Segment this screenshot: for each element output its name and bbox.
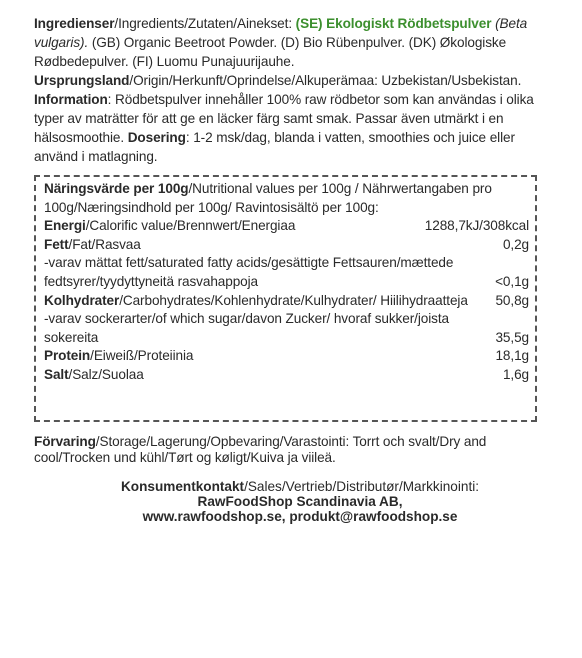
storage-text: /Storage/Lagerung/Opbevaring/Varastointi: Torrt och svalt/Dry and cool/Trocken und kühl/Tørt og køligt/Kuiva ja viileä. [34,434,487,465]
company-contact-links: www.rawfoodshop.se, produkt@rawfoodshop.se [142,509,458,524]
nutrition-row-fat [44,236,529,255]
nutrition-header-bold: Näringsvärde per 100g [44,181,189,196]
saturated-fat-value: <0,1g [495,273,529,289]
nutrition-row-salt [44,366,529,385]
ingredients-heading: Ingredienser [34,16,115,31]
storage-heading: Förvaring [34,434,96,449]
contact-block [40,479,560,524]
nutrition-row-energy [44,217,529,236]
ingredients-heading-translations: /Ingredients/Zutaten/Ainekset: [114,16,296,31]
latin-name: (Beta vulgaris). [34,16,528,50]
nutrition-header-translations: /Nutritional values per 100g / Nährwertangaben pro 100g/Næringsindhold per 100g/ Ravintosisältö per 100g: [44,181,492,215]
salt-value: 1,6g [502,366,529,382]
nutrition-table [34,175,537,422]
nutrition-header [44,180,529,217]
energy-value: 1288,7kJ/308kcal [424,218,529,234]
energy-label: Energi [44,218,86,234]
contact-heading-bold: Konsumentkontakt [120,479,245,494]
saturated-fat-label: -varav mättat fett/saturated fatty acids/gesättigte Fettsauren/mættede fedtsyrer/tyydyttyneitä rasvahappoja [44,255,454,289]
dosage-text: : 1-2 msk/dag, blanda i vatten, smoothies och juice eller använd i matlagning. [34,130,515,164]
carbohydrates-translations: /Carbohydrates/Kohlenhydrate/Kulhydrater/ Hiilihydraatteja [119,292,468,308]
ingredients-paragraph [34,14,550,166]
contact-heading-translations: /Sales/Vertrieb/Distributør/Markkinointi: [244,479,480,494]
dosage-heading: Dosering [127,130,186,145]
sugars-label: -varav sockerarter/of which sugar/davon Zucker/ hvoraf sukker/joista sokereita [44,311,449,345]
company-name: RawFoodShop Scandinavia AB, [197,494,403,509]
protein-label: Protein [44,348,91,364]
product-name-se: (SE) Ekologiskt Rödbetspulver [295,16,492,31]
information-heading: Information [34,92,108,107]
salt-label: Salt [44,366,69,382]
nutrition-row-protein [44,347,529,366]
nutrition-row-carbohydrates [44,292,529,311]
product-name-translations: (GB) Organic Beetroot Powder. (D) Bio Rübenpulver. (DK) Økologiske Rødbedepulver. (FI) Luomu Punajuurijauhe. [34,35,507,69]
fat-label: Fett [44,236,69,252]
energy-translations: /Calorific value/Brennwert/Energiaa [85,218,296,234]
protein-value: 18,1g [495,348,529,364]
contact-heading [40,479,560,494]
nutrition-row-saturated-fat [44,254,529,291]
storage-paragraph [34,434,554,466]
fat-value: 0,2g [502,236,529,252]
salt-translations: /Salz/Suolaa [68,366,144,382]
sugars-value: 35,5g [495,329,529,345]
carbohydrates-value: 50,8g [495,292,529,308]
nutrition-row-sugars [44,310,529,347]
carbohydrates-label: Kolhydrater [44,292,120,308]
protein-translations: /Eiweiß/Proteiinia [90,348,194,364]
fat-translations: /Fat/Rasvaa [68,236,141,252]
information-text: : Rödbetspulver innehåller 100% raw rödbetor som kan användas i olika typer av maträtter för att ge en läcker färg samt smak. Passar även utmärkt i en hälsosmoothie. [34,92,534,145]
origin-text: /Origin/Herkunft/Oprindelse/Alkuperämaa: Uzbekistan/Usbekistan. [129,73,522,88]
origin-heading: Ursprungsland [34,73,130,88]
